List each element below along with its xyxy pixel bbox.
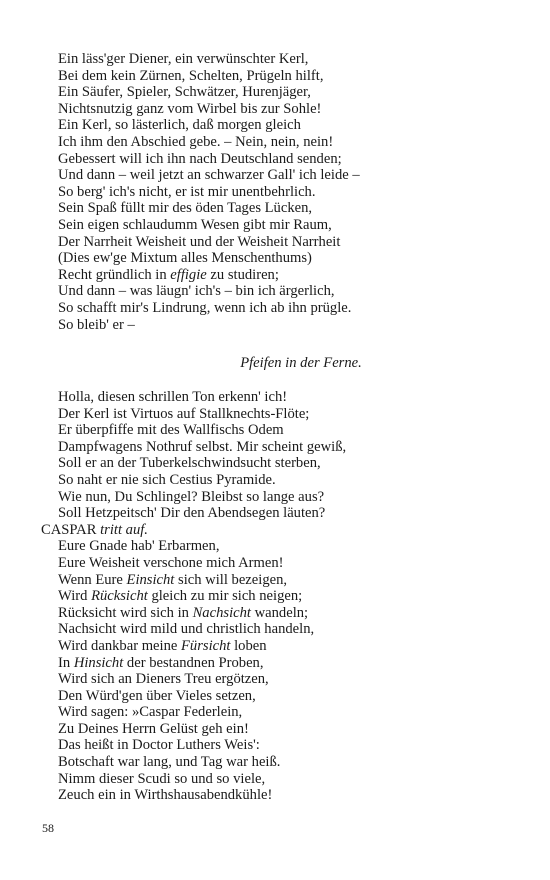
verse-line: Nimm dieser Scudi so und so viele, xyxy=(58,770,266,787)
stage-direction: Pfeifen in der Ferne. xyxy=(240,355,362,371)
verse-line: So naht er nie sich Cestius Pyramide. xyxy=(58,471,276,488)
speaker-line xyxy=(41,522,346,539)
verse-line: Bei dem kein Zürnen, Schelten, Prügeln hilft, xyxy=(58,67,324,84)
verse-lines-caspar xyxy=(58,538,346,804)
emphasis-word: Einsicht xyxy=(126,571,175,588)
verse-line: (Dies ew'ge Mixtum alles Menschenthums) xyxy=(58,250,312,267)
verse-line xyxy=(58,267,360,284)
verse-line: So schafft mir's Lindrung, wenn ich ab ihn prügle. xyxy=(58,299,352,316)
verse-line xyxy=(58,605,346,622)
emphasis-word: Fürsicht xyxy=(181,637,231,654)
verse-text: zu studiren; xyxy=(206,266,279,283)
verse-line: So berg' ich's nicht, er ist mir unentbehrlich. xyxy=(58,183,316,200)
verse-text: gleich zu mir sich neigen; xyxy=(147,588,303,605)
verse-line: Und dann – was läugn' ich's – bin ich ärgerlich, xyxy=(58,283,335,300)
page-number: 58 xyxy=(42,821,54,835)
verse-line xyxy=(58,572,346,589)
verse-line: Dampfwagens Nothruf selbst. Mir scheint gewiß, xyxy=(58,438,347,455)
verse-line: So bleib' er – xyxy=(58,316,135,333)
verse-line: Zeuch ein in Wirthshausabendkühle! xyxy=(58,787,273,804)
verse-text: der bestandnen Proben, xyxy=(123,654,264,671)
verse-line: Er überpfiffe mit des Wallfischs Odem xyxy=(58,422,284,439)
emphasis-word: Hinsicht xyxy=(73,654,124,671)
verse-line: Soll Hetzpeitsch' Dir den Abendsegen läuten? xyxy=(58,505,326,522)
emphasis-word: Rücksicht xyxy=(91,588,148,605)
verse-block-1 xyxy=(58,51,360,333)
verse-line: Ein Säufer, Spieler, Schwätzer, Hurenjäger, xyxy=(58,84,311,101)
verse-line: Botschaft war lang, und Tag war heiß. xyxy=(58,754,281,771)
speaker-direction: tritt auf. xyxy=(100,521,148,538)
verse-text: loben xyxy=(230,637,267,654)
verse-text: Wird dankbar meine xyxy=(58,637,182,654)
verse-line: Und dann – weil jetzt an schwarzer Gall' ich leide – xyxy=(58,167,360,184)
verse-text: Wird xyxy=(58,588,92,605)
verse-text: sich will bezeigen, xyxy=(174,571,288,588)
emphasis-word: effigie xyxy=(170,266,207,283)
verse-line: Ein läss'ger Diener, ein verwünschter Kerl, xyxy=(58,51,309,67)
verse-line: Soll er an der Tuberkelschwindsucht sterben, xyxy=(58,455,321,472)
emphasis-word: Nachsicht xyxy=(192,604,251,621)
verse-block-2 xyxy=(41,389,347,804)
verse-line: Den Würd'gen über Vieles setzen, xyxy=(58,687,256,704)
verse-line: Ich ihm den Abschied gebe. – Nein, nein, nein! xyxy=(58,133,334,150)
verse-line xyxy=(58,588,346,605)
verse-line: Nachsicht wird mild und christlich handeln, xyxy=(58,621,315,638)
verse-text: In xyxy=(58,654,74,671)
verse-line: Wie nun, Du Schlingel? Bleibst so lange aus? xyxy=(58,488,325,505)
verse-line: Das heißt in Doctor Luthers Weis': xyxy=(58,737,260,754)
verse-lines xyxy=(58,389,346,522)
verse-line: Nichtsnutzig ganz vom Wirbel bis zur Sohle! xyxy=(58,100,322,117)
speaker-name: CASPAR xyxy=(41,521,97,538)
verse-line: Sein eigen schlaudumm Wesen gibt mir Raum, xyxy=(58,216,332,233)
verse-text: Rücksicht wird sich in xyxy=(58,604,193,621)
verse-text: Recht gründlich in xyxy=(58,266,171,283)
verse-line: Gebessert will ich ihn nach Deutschland senden; xyxy=(58,150,342,167)
verse-line: Holla, diesen schrillen Ton erkenn' ich! xyxy=(58,389,288,405)
verse-text: Wenn Eure xyxy=(58,571,127,588)
verse-line xyxy=(58,638,346,655)
verse-line: Eure Weisheit verschone mich Armen! xyxy=(58,554,284,571)
verse-line: Ein Kerl, so lästerlich, daß morgen gleich xyxy=(58,117,301,134)
verse-line xyxy=(58,655,346,672)
verse-line: Der Narrheit Weisheit und der Weisheit Narrheit xyxy=(58,233,341,250)
verse-text: wandeln; xyxy=(250,604,309,621)
verse-line: Zu Deines Herrn Gelüst geh ein! xyxy=(58,720,249,737)
verse-line: Eure Gnade hab' Erbarmen, xyxy=(58,538,220,555)
verse-line: Wird sich an Dieners Treu ergötzen, xyxy=(58,671,269,688)
verse-line: Der Kerl ist Virtuos auf Stallknechts-Flöte; xyxy=(58,405,310,422)
verse-line: Sein Spaß füllt mir des öden Tages Lücken, xyxy=(58,200,313,217)
verse-line: Wird sagen: »Caspar Federlein, xyxy=(58,704,243,721)
